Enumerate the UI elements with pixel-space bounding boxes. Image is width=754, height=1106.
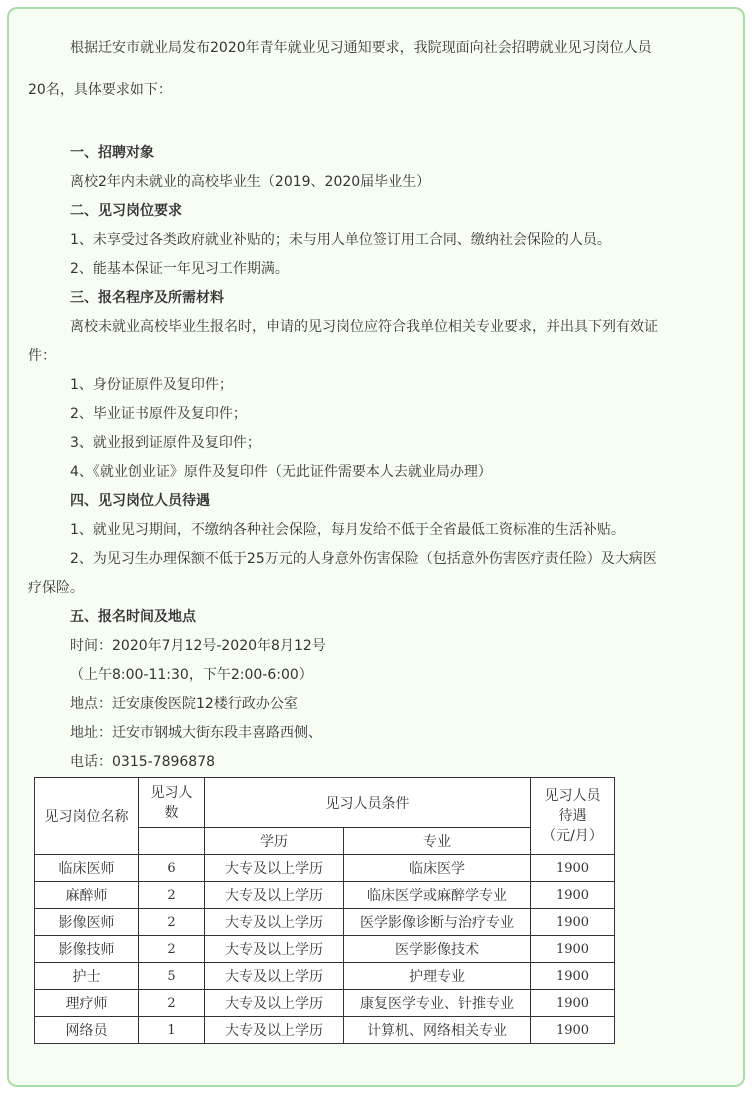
header-count-empty [139,828,205,855]
table-row [35,855,615,882]
table-row [35,882,615,909]
cell-pay: 1900 [531,855,615,882]
cell-pay: 1900 [531,1017,615,1044]
cell-major: 临床医学或麻醉学专业 [344,882,531,909]
header-conditions: 见习人员条件 [205,778,531,828]
cell-pay: 1900 [531,963,615,990]
intro-line-2: 20名，具体要求如下： [28,82,172,98]
cell-position: 影像技师 [35,936,139,963]
table-row [35,1017,615,1044]
header-pay: 见习人员 待遇 （元/月） [531,778,615,855]
materials-intro-line-1: 离校未就业高校毕业生报名时，申请的见习岗位应符合我单位相关专业要求，并出具下列有效证 [70,319,658,335]
section-heading-time-location: 五、报名时间及地点 [70,609,196,625]
benefit-item-2-line-2: 疗保险。 [28,580,84,596]
materials-intro-line-2: 件： [28,348,56,364]
section-heading-recruit-target: 一、招聘对象 [70,145,154,161]
section-heading-benefits: 四、见习岗位人员待遇 [70,493,210,509]
registration-address: 地址：迁安市钢城大街东段丰喜路西侧、 [70,725,322,741]
cell-pay: 1900 [531,936,615,963]
section-heading-position-requirements: 二、见习岗位要求 [70,203,182,219]
intro-line-1: 根据迁安市就业局发布2020年青年就业见习通知要求，我院现面向社会招聘就业见习岗位人员 [70,40,652,56]
cell-major: 医学影像诊断与治疗专业 [344,909,531,936]
material-item: 4、《就业创业证》原件及复印件（无此证件需要本人去就业局办理） [70,464,492,480]
cell-major: 护理专业 [344,963,531,990]
table-row [35,990,615,1017]
office-hours: （上午8:00-11:30，下午2:00-6:00） [70,667,313,683]
cell-major: 医学影像技术 [344,936,531,963]
header-position: 见习岗位名称 [35,778,139,855]
cell-education: 大专及以上学历 [205,855,344,882]
table-row [35,936,615,963]
header-education: 学历 [205,828,344,855]
table-row [35,909,615,936]
cell-education: 大专及以上学历 [205,990,344,1017]
requirement-item: 1、未享受过各类政府就业补贴的；未与用人单位签订用工合同、缴纳社会保险的人员。 [70,232,611,248]
cell-position: 临床医师 [35,855,139,882]
cell-position: 网络员 [35,1017,139,1044]
cell-major: 计算机、网络相关专业 [344,1017,531,1044]
header-count: 见习人 数 [139,778,205,828]
cell-count: 5 [139,963,205,990]
cell-education: 大专及以上学历 [205,909,344,936]
benefit-item-1: 1、就业见习期间，不缴纳各种社会保险，每月发给不低于全省最低工资标准的生活补贴。 [70,522,625,538]
contact-phone: 电话：0315-7896878 [70,754,216,770]
cell-education: 大专及以上学历 [205,882,344,909]
cell-count: 6 [139,855,205,882]
cell-count: 2 [139,909,205,936]
table-row [35,963,615,990]
cell-position: 麻醉师 [35,882,139,909]
cell-count: 2 [139,990,205,1017]
cell-position: 理疗师 [35,990,139,1017]
cell-count: 2 [139,882,205,909]
header-major: 专业 [344,828,531,855]
cell-position: 护士 [35,963,139,990]
cell-education: 大专及以上学历 [205,936,344,963]
section-heading-application-materials: 三、报名程序及所需材料 [70,290,224,306]
benefit-item-2-line-1: 2、为见习生办理保额不低于25万元的人身意外伤害保险（包括意外伤害医疗责任险）及大病医 [70,551,657,567]
cell-education: 大专及以上学历 [205,963,344,990]
cell-count: 1 [139,1017,205,1044]
cell-major: 临床医学 [344,855,531,882]
registration-location: 地点：迁安康俊医院12楼行政办公室 [70,696,298,712]
cell-position: 影像医师 [35,909,139,936]
material-item: 2、毕业证书原件及复印件； [70,406,247,422]
requirement-item: 2、能基本保证一年见习工作期满。 [70,261,289,277]
registration-time: 时间：2020年7月12号-2020年8月12号 [70,638,326,654]
cell-pay: 1900 [531,990,615,1017]
cell-major: 康复医学专业、针推专业 [344,990,531,1017]
cell-education: 大专及以上学历 [205,1017,344,1044]
cell-pay: 1900 [531,909,615,936]
cell-count: 2 [139,936,205,963]
material-item: 1、身份证原件及复印件； [70,377,233,393]
positions-table [34,777,615,1044]
recruit-target-text: 离校2年内未就业的高校毕业生（2019、2020届毕业生） [70,174,431,190]
cell-pay: 1900 [531,882,615,909]
material-item: 3、就业报到证原件及复印件； [70,435,261,451]
